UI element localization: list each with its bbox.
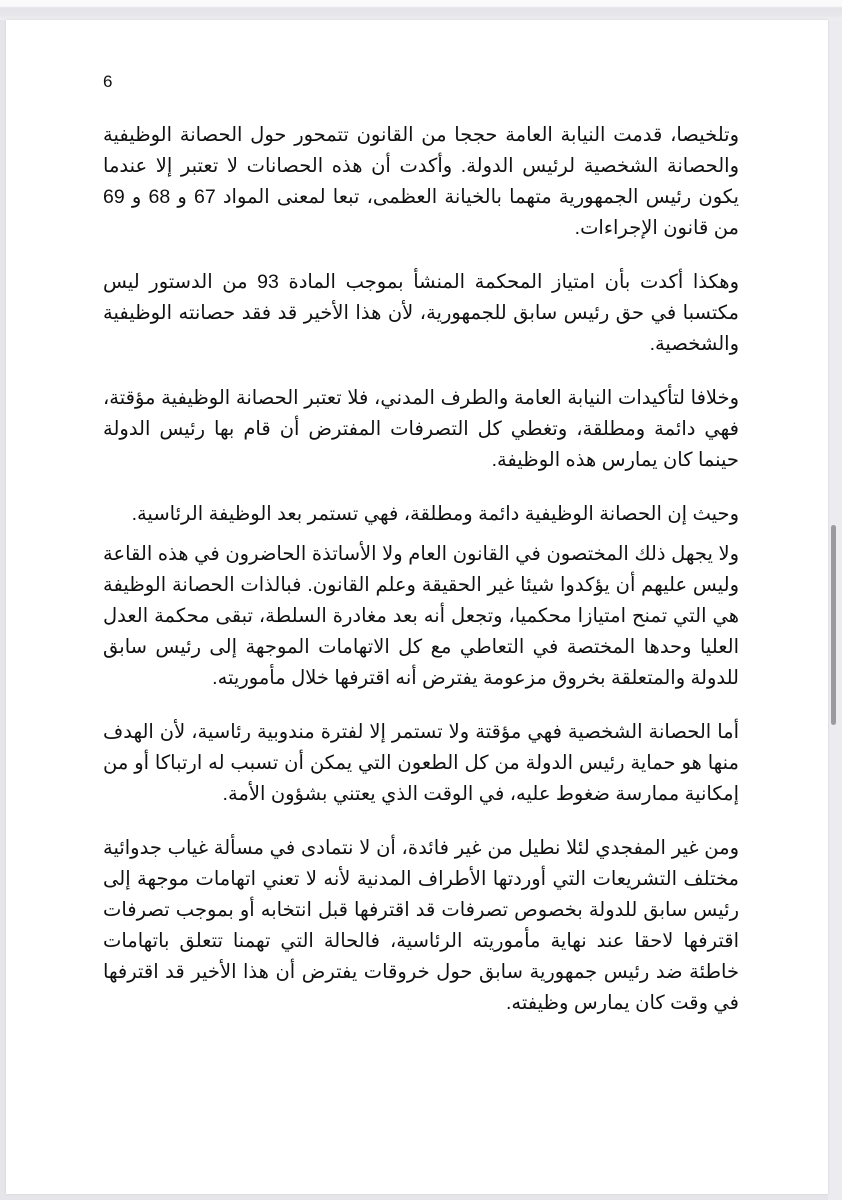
viewer-top-band xyxy=(0,0,842,20)
paragraph: وهكذا أكدت بأن امتياز المحكمة المنشأ بموجب المادة 93 من الدستور ليس مكتسبا في حق رئيس سابق للجمهورية، لأن هذا الأخير قد فقد حصانته الوظيفية والشخصية. xyxy=(103,271,739,355)
document-body xyxy=(103,120,739,1042)
paragraph: أما الحصانة الشخصية فهي مؤقتة ولا تستمر إلا لفترة مندوبية رئاسية، لأن الهدف منها هو حماية رئيس الدولة من كل الطعون التي يمكن أن تسبب له ارتباكا أو من إمكانية ممارسة ضغوط عليه، في الوقت الذي يعتني بشؤون الأمة. xyxy=(103,721,739,805)
paragraph: وخلافا لتأكيدات النيابة العامة والطرف المدني، فلا تعتبر الحصانة الوظيفية مؤقتة، فهي دائمة ومطلقة، وتغطي كل التصرفات المفترض أن قام بها رئيس الدولة حينما كان يمارس هذه الوظيفة. xyxy=(103,387,739,471)
page-number: 6 xyxy=(103,72,113,91)
paragraph: ولا يجهل ذلك المختصون في القانون العام ولا الأساتذة الحاضرون في هذه القاعة وليس عليهم أن يؤكدوا شيئا غير الحقيقة وعلم القانون. فبالذات الحصانة الوظيفة هي التي تمنح امتيازا محكميا، وتجعل أنه بعد مغادرة السلطة، تبقى محكمة العدل العليا وحدها المختصة في التعاطي مع كل الاتهامات الموجهة إلى رئيس سابق للدولة والمتعلقة بخروق مزعومة يفترض أنه اقترفها خلال مأموريته. xyxy=(103,543,739,689)
paragraph: ومن غير المفجدي لئلا نطيل من غير فائدة، أن لا نتمادى في مسألة غياب جدوائية مختلف التشريعات التي أوردتها الأطراف المدنية لأنه لا تعني اتهامات موجهة إلى رئيس سابق للدولة بخصوص تصرفات قد اقترفها قبل انتخابه أو بموجب تصرفات اقترفها لاحقا عند نهاية مأموريته الرئاسية، فالحالة التي تهمنا تتعلق باتهامات خاطئة ضد رئيس جمهورية سابق حول خروقات يفترض أن هذا الأخير قد اقترفها في وقت كان يمارس وظيفته. xyxy=(103,837,739,1014)
paragraph: وحيث إن الحصانة الوظيفية دائمة ومطلقة، فهي تستمر بعد الوظيفة الرئاسية. xyxy=(131,503,739,525)
paragraph: وتلخيصا، قدمت النيابة العامة حججا من القانون تتمحور حول الحصانة الوظيفية والحصانة الشخصية لرئيس الدولة. وأكدت أن هذه الحصانات لا تعتبر إلا عندما يكون رئيس الجمهورية متهما بالخيانة العظمى، تبعا لمعنى المواد 67 و 68 و 69 من قانون الإجراءات. xyxy=(103,124,739,239)
scrollbar-thumb[interactable] xyxy=(831,525,836,725)
